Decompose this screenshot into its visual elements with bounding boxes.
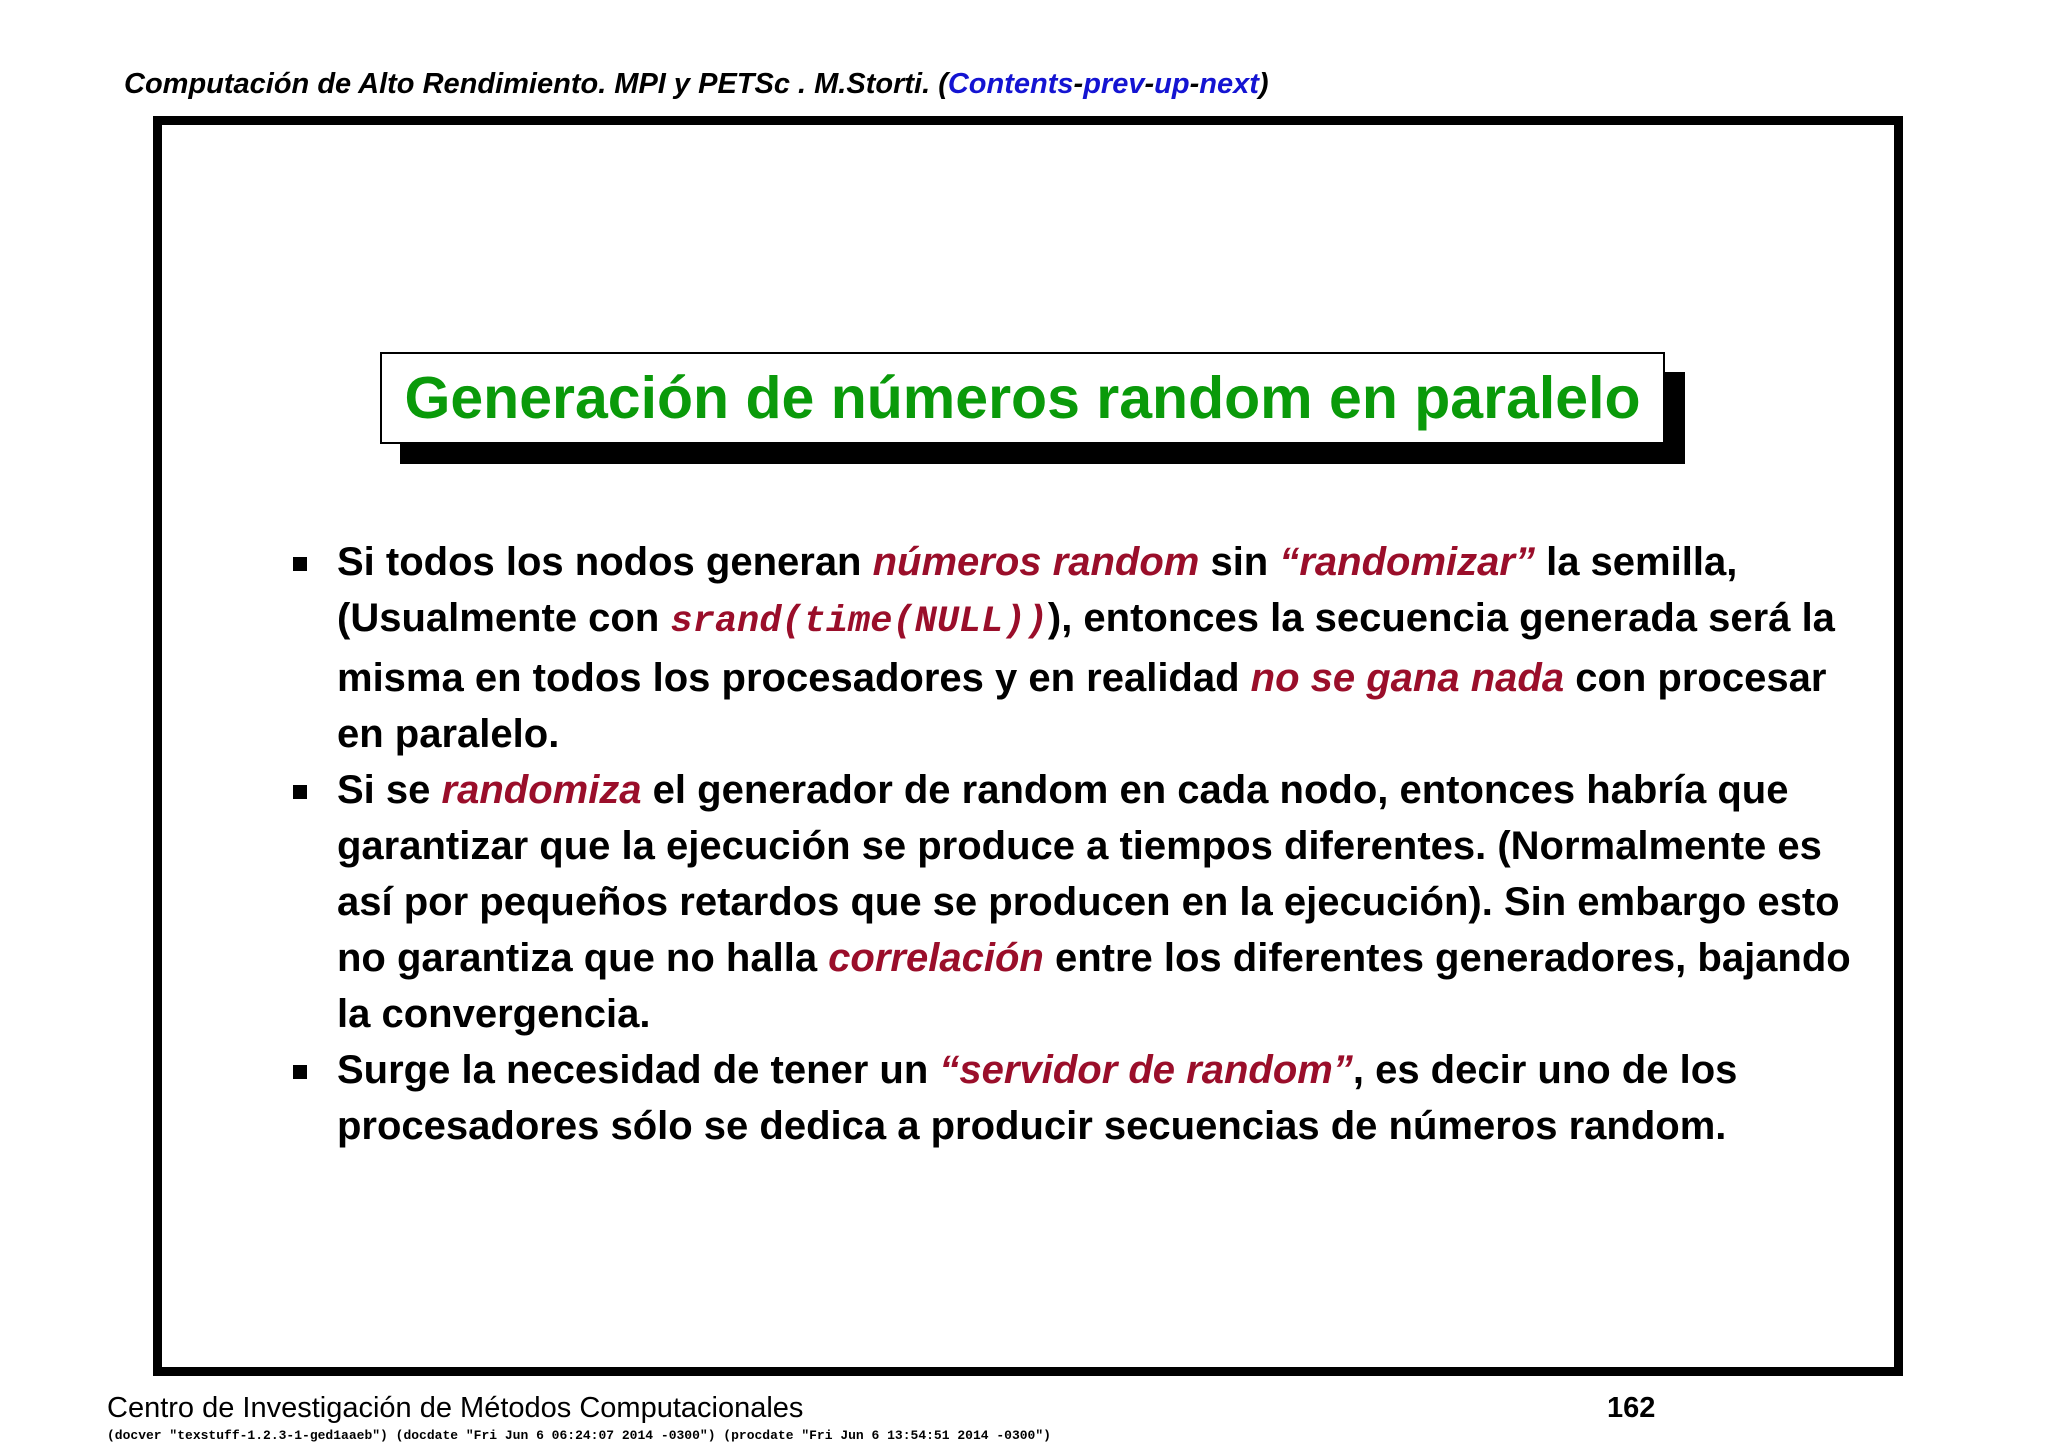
bullet-text: sin bbox=[1199, 540, 1280, 584]
slide-content bbox=[293, 534, 1853, 1154]
nav-separator: - bbox=[1144, 68, 1155, 100]
emphasis-text: correlación bbox=[828, 936, 1044, 980]
slide-title-box bbox=[380, 352, 1665, 444]
bullet-text: Si se bbox=[337, 768, 442, 812]
footer-institution: Centro de Investigación de Métodos Computacionales bbox=[107, 1392, 804, 1424]
next-link[interactable]: next bbox=[1199, 68, 1259, 100]
title-frame bbox=[380, 352, 1665, 444]
bullet-text: Surge la necesidad de tener un bbox=[337, 1048, 940, 1092]
running-header bbox=[124, 64, 1269, 104]
bullet-text: , es decir uno de los procesadores sólo se dedica a producir secuencias de números random. bbox=[337, 1048, 1738, 1148]
emphasis-text: números random bbox=[872, 540, 1200, 584]
bullet-square-icon bbox=[293, 1065, 307, 1079]
bullet-text: Si todos los nodos generan bbox=[337, 540, 873, 584]
bullet-text: con procesar en paralelo. bbox=[337, 656, 1827, 756]
slide-title: Generación de números random en paralelo bbox=[404, 365, 1641, 431]
nav-separator: - bbox=[1073, 68, 1084, 100]
emphasis-text: randomiza bbox=[441, 768, 642, 812]
emphasis-text: “servidor de random” bbox=[939, 1048, 1353, 1092]
emphasis-text: no se gana nada bbox=[1250, 656, 1565, 700]
prev-link[interactable]: prev bbox=[1083, 68, 1145, 100]
nav-separator: - bbox=[1189, 68, 1200, 100]
bullet-square-icon bbox=[293, 557, 307, 571]
bullet-item-3 bbox=[293, 1042, 1853, 1154]
page-number: 162 bbox=[1607, 1392, 1656, 1424]
header-title: Computación de Alto Rendimiento. MPI y PETSc . M.Storti. ( bbox=[124, 68, 948, 100]
bullet-item-1 bbox=[293, 534, 1853, 762]
contents-link[interactable]: Contents bbox=[947, 68, 1074, 100]
bullet-square-icon bbox=[293, 785, 307, 799]
bullet-text: ), entonces la secuencia generada será la misma en todos los procesadores y en realidad bbox=[337, 596, 1835, 700]
bullet-text: la semilla, (Usualmente con bbox=[337, 540, 1738, 640]
emphasis-text: “randomizar” bbox=[1279, 540, 1535, 584]
header-close-paren: ) bbox=[1258, 68, 1269, 100]
bullet-text: entre los diferentes generadores, bajando la convergencia. bbox=[337, 936, 1851, 1036]
code-snippet: srand(time(NULL)) bbox=[670, 601, 1048, 643]
bullet-text: el generador de random en cada nodo, entonces habría que garantizar que la ejecución se produce a tiempos diferentes. (Normalmente es así por pequeños retardos que se producen en la ejecución). Sin embargo esto no garantiza que no halla bbox=[337, 768, 1840, 980]
footer-doc-meta: (docver "texstuff-1.2.3-1-ged1aaeb") (docdate "Fri Jun 6 06:24:07 2014 -0300") (procdate "Fri Jun 6 13:54:51 2014 -0300") bbox=[107, 1428, 1051, 1443]
bullet-item-2 bbox=[293, 762, 1853, 1042]
up-link[interactable]: up bbox=[1154, 68, 1190, 100]
